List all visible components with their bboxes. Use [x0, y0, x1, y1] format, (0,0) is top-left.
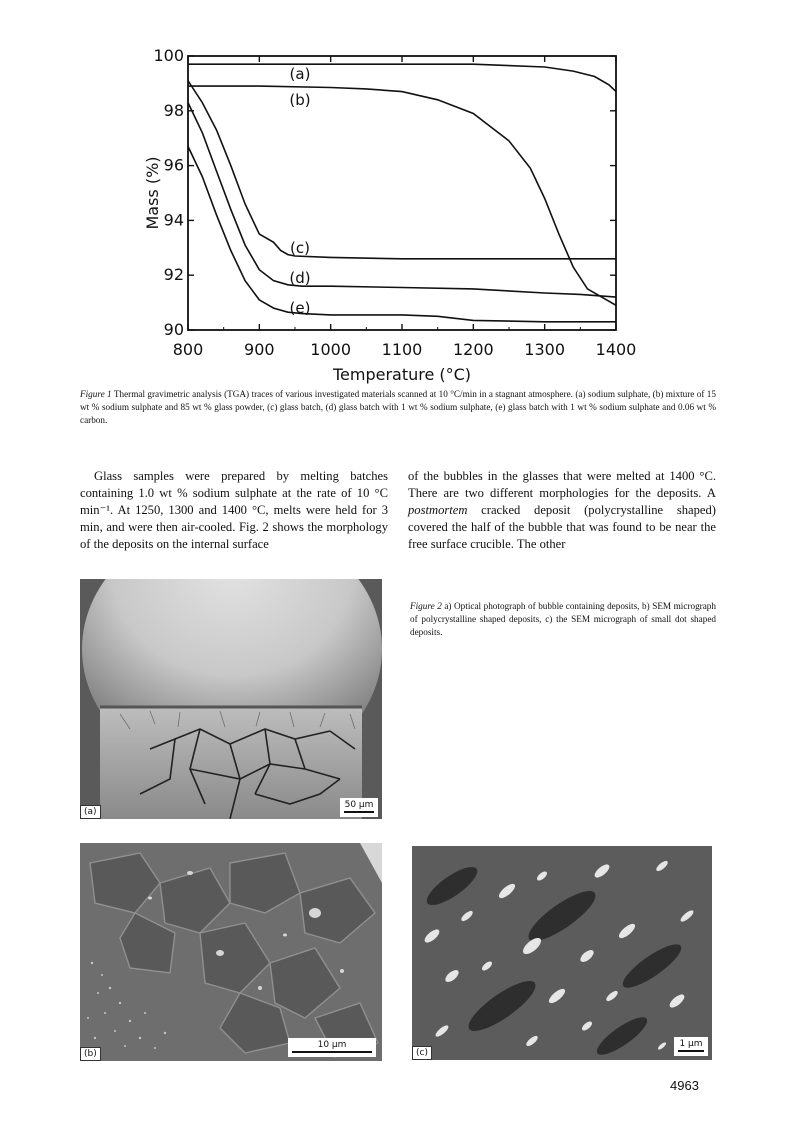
body-column-left	[80, 468, 388, 553]
figure-1-caption-text: Thermal gravimetric analysis (TGA) traces of various investigated materials scanned at 10 °C/min in a stagnant atmosphere. (a) sodium sulphate, (b) mixture of 15 wt % sodium sulphate and 85 wt % glass powder, (c) glass batch, (d) glass batch with 1 wt % sodium sulphate, (e) glass batch with 1 wt % sodium sulphate and 0.06 wt % carbon.	[80, 389, 716, 425]
figure-1-chart	[0, 0, 792, 390]
photo-c-sem-dots	[412, 846, 712, 1060]
scale-bar-b	[288, 1038, 376, 1057]
x-tick-label: 1200	[452, 340, 494, 359]
photo-a-image	[80, 579, 382, 819]
scale-bar-a-line	[344, 811, 374, 813]
photo-a-optical-bubble	[80, 579, 382, 819]
figure-2-caption-text: a) Optical photograph of bubble containing deposits, b) SEM micrograph of polycrystalline shaped deposits, c) the SEM micrograph of small dot shaped deposits.	[410, 601, 716, 637]
tga-chart-svg	[0, 0, 792, 390]
x-tick-label: 1100	[381, 340, 423, 359]
photo-b-sem-polycrystalline	[80, 843, 382, 1061]
scale-bar-b-line	[292, 1051, 372, 1053]
x-axis-label: Temperature (°C)	[332, 365, 472, 384]
panel-label-a: (a)	[80, 805, 101, 819]
series-line	[188, 64, 616, 91]
figure-2-caption	[410, 600, 716, 639]
series-line	[188, 81, 616, 259]
scale-bar-a	[340, 798, 378, 817]
x-tick-label: 1300	[524, 340, 566, 359]
page-number: 4963	[670, 1078, 699, 1093]
scale-bar-c-line	[678, 1050, 704, 1052]
body-text-segment: of the bubbles in the glasses that were melted at 1400 °C. There are two different morphologies for the deposits. A	[408, 469, 716, 500]
scale-bar-c	[674, 1037, 708, 1056]
photo-b-image	[80, 843, 382, 1061]
x-tick-label: 900	[244, 340, 275, 359]
y-tick-label: 100	[153, 46, 184, 65]
series-label: (c)	[290, 239, 310, 257]
y-tick-label: 94	[163, 210, 184, 230]
body-text-italic: postmortem	[408, 503, 468, 517]
scale-bar-c-label: 1 µm	[679, 1039, 703, 1049]
figure-1-caption-label: Figure 1	[80, 389, 112, 399]
series-line	[188, 86, 616, 305]
x-tick-label: 1000	[310, 340, 352, 359]
body-column-right	[408, 468, 716, 553]
body-paragraph-left: Glass samples were prepared by melting batches containing 1.0 wt % sodium sulphate at the rate of 10 °C min⁻¹. At 1250, 1300 and 1400 °C, melts were held for 3 min, and were then air-cooled. Fig. 2 shows the morphology of the deposits on the internal surface	[80, 469, 388, 551]
body-text-segment: cracked deposit (polycrystalline shaped) covered the half of the bubble that was found to be near the free surface crucible. The other	[408, 503, 716, 551]
series-line	[188, 146, 616, 321]
y-tick-label: 90	[163, 320, 184, 339]
x-tick-label: 1400	[595, 340, 637, 359]
series-label: (e)	[289, 299, 311, 317]
panel-label-b: (b)	[80, 1047, 101, 1061]
body-paragraph-right	[408, 468, 716, 553]
series-label: (a)	[289, 65, 311, 83]
y-tick-label: 92	[163, 265, 184, 285]
photo-c-image	[412, 846, 712, 1060]
scale-bar-b-label: 10 µm	[317, 1040, 347, 1050]
x-tick-label: 800	[172, 340, 204, 359]
plot-frame	[188, 56, 616, 330]
y-tick-label: 96	[163, 155, 184, 175]
y-tick-label: 98	[163, 100, 184, 120]
figure-2-caption-label: Figure 2	[410, 601, 442, 611]
series-label: (b)	[289, 91, 311, 109]
panel-label-c: (c)	[412, 1046, 432, 1060]
series-label: (d)	[289, 269, 311, 287]
y-axis-label: Mass (%)	[143, 156, 162, 230]
figure-1-caption	[80, 388, 716, 427]
series-line	[188, 103, 616, 298]
scale-bar-a-label: 50 µm	[344, 800, 374, 810]
